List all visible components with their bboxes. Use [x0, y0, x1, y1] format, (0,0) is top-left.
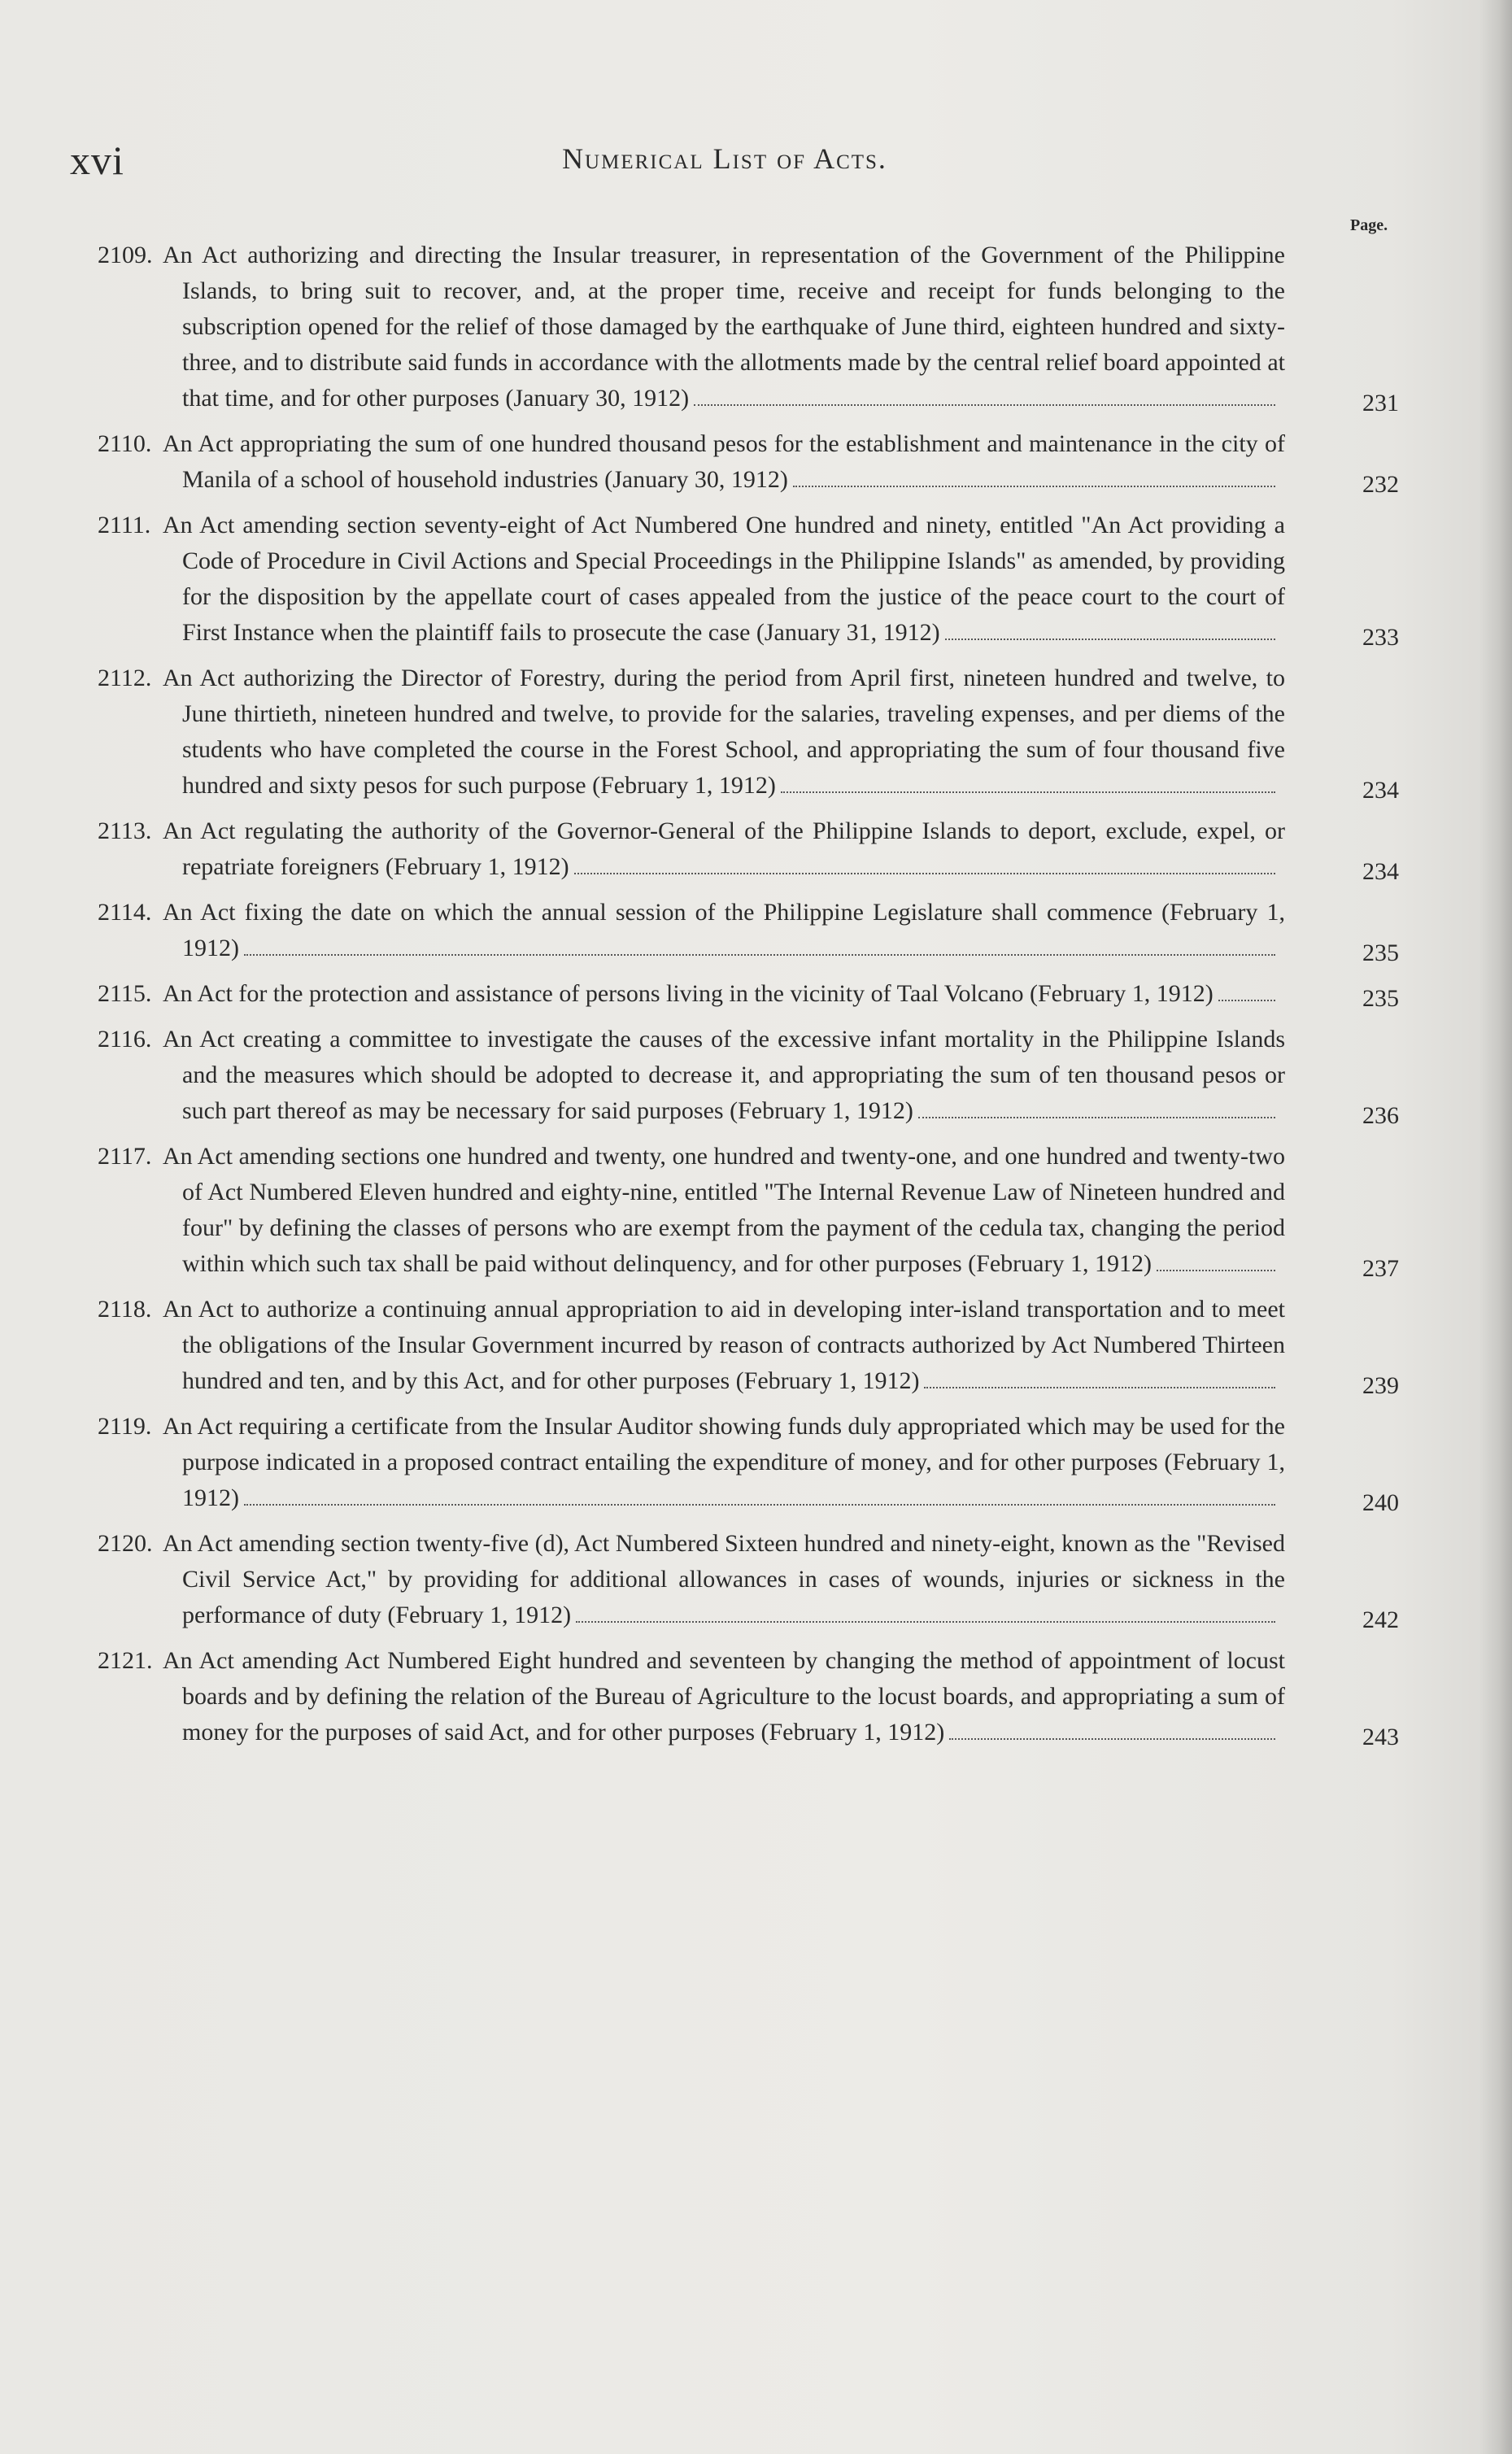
dot-leader [244, 1497, 1275, 1506]
act-number: 2114. [98, 899, 152, 926]
act-number: 2110. [98, 430, 152, 457]
act-title: An Act regulating the authority of the Governor-General of the Philippine Islands to deport, exclude, expel, or repatriate foreigners (February 1, 1912) [163, 817, 1285, 880]
dot-leader [924, 1380, 1275, 1388]
page-reference: 234 [1362, 858, 1399, 885]
act-entry [98, 508, 1399, 651]
page-reference: 235 [1362, 985, 1399, 1012]
act-entry [98, 813, 1399, 885]
act-entry [98, 238, 1399, 416]
act-number: 2112. [98, 665, 152, 691]
act-title: An Act fixing the date on which the annual session of the Philippine Legislature shall commence (February 1, 1912) [163, 899, 1285, 961]
page-reference: 233 [1362, 624, 1399, 651]
dot-leader [918, 1110, 1275, 1118]
dot-leader [781, 785, 1275, 793]
act-number: 2116. [98, 1026, 152, 1053]
act-entry [98, 1292, 1399, 1399]
page-edge-shadow [1479, 0, 1512, 2454]
act-number: 2117. [98, 1143, 152, 1170]
dot-leader [574, 866, 1275, 874]
act-entry [98, 1022, 1399, 1129]
dot-leader [1218, 993, 1275, 1001]
act-title: An Act authorizing the Director of Forestry, during the period from April first, nineteen hundred and twelve, to June thirtieth, nineteen hundred and twelve, to provide for the salaries, traveling expenses, and per diems of the students who have completed the course in the Forest School, and appropriating the sum of four thousand five hundred and sixty pesos for such purpose (February 1, 1912) [163, 665, 1285, 799]
dot-leader [949, 1732, 1275, 1740]
act-title: An Act creating a committee to investigate the causes of the excessive infant mortality in the Philippine Islands and the measures which should be adopted to decrease it, and appropriating the sum of ten thousand pesos or such part thereof as may be necessary for said purposes (February 1, 1912) [163, 1026, 1285, 1124]
dot-leader [694, 398, 1275, 406]
page-reference: 237 [1362, 1255, 1399, 1282]
act-number: 2115. [98, 980, 152, 1007]
page-reference: 240 [1362, 1489, 1399, 1516]
page-reference: 242 [1362, 1606, 1399, 1633]
dot-leader [244, 948, 1275, 956]
act-entry [98, 1643, 1399, 1750]
act-number: 2109. [98, 242, 153, 268]
act-entry [98, 895, 1399, 966]
page-reference: 232 [1362, 471, 1399, 498]
act-entry [98, 1139, 1399, 1282]
dot-leader [1157, 1263, 1275, 1271]
dot-leader [793, 479, 1275, 487]
act-title: An Act authorizing and directing the Insular treasurer, in representation of the Government of the Philippine Islands, to bring suit to recover, and, at the proper time, receive and receipt for funds belonging to the subscription opened for the relief of those damaged by the earthquake of June third, eighteen hundred and sixty-three, and to distribute said funds in accordance with the allotments made by the central relief board appointed at that time, and for other purposes (January 30, 1912) [163, 242, 1285, 412]
act-entry [98, 976, 1399, 1012]
page-header [70, 137, 1379, 185]
act-entry [98, 426, 1399, 498]
page-reference: 243 [1362, 1724, 1399, 1750]
dot-leader [576, 1615, 1275, 1623]
act-title: An Act amending section twenty-five (d), Act Numbered Sixteen hundred and ninety-eight, known as the "Revised Civil Service Act," by providing for additional allowances in cases of wounds, injuries or sickness in the performance of duty (February 1, 1912) [163, 1530, 1285, 1628]
act-title: An Act amending Act Numbered Eight hundred and seventeen by changing the method of appointment of locust boards and by defining the relation of the Bureau of Agriculture to the locust boards, and appropriating a sum of money for the purposes of said Act, and for other purposes (February 1, 1912) [163, 1647, 1285, 1746]
page-reference: 239 [1362, 1372, 1399, 1399]
running-title: Numerical List of Acts. [562, 142, 887, 175]
page-column-label: Page. [1350, 216, 1388, 234]
act-entry [98, 1409, 1399, 1516]
act-number: 2121. [98, 1647, 153, 1674]
page-folio: xvi [70, 137, 124, 183]
act-title: An Act appropriating the sum of one hundred thousand pesos for the establishment and maintenance in the city of Manila of a school of household industries (January 30, 1912) [163, 430, 1285, 493]
act-list [98, 238, 1399, 1760]
act-title: An Act amending sections one hundred and twenty, one hundred and twenty-one, and one hundred and twenty-two of Act Numbered Eleven hundred and eighty-nine, entitled "The Internal Revenue Law of Nineteen hundred and four" by defining the classes of persons who are exempt from the payment of the cedula tax, changing the period within which such tax shall be paid without delinquency, and for other purposes (February 1, 1912) [163, 1143, 1285, 1277]
page-reference: 235 [1362, 939, 1399, 966]
act-number: 2113. [98, 817, 152, 844]
page-reference: 236 [1362, 1102, 1399, 1129]
act-entry [98, 1526, 1399, 1633]
dot-leader [945, 632, 1275, 640]
act-title: An Act for the protection and assistance of persons living in the vicinity of Taal Volcano (February 1, 1912) [163, 980, 1214, 1007]
page-reference: 231 [1362, 390, 1399, 416]
act-entry [98, 660, 1399, 804]
act-number: 2119. [98, 1413, 152, 1440]
act-number: 2111. [98, 512, 151, 538]
act-title: An Act requiring a certificate from the Insular Auditor showing funds duly appropriated which may be used for the purpose indicated in a proposed contract entailing the expenditure of money, and for other purposes (February 1, 1912) [163, 1413, 1285, 1511]
act-number: 2120. [98, 1530, 153, 1557]
act-number: 2118. [98, 1296, 152, 1323]
act-title: An Act to authorize a continuing annual appropriation to aid in developing inter-island transportation and to meet the obligations of the Insular Government incurred by reason of contracts authorized by Act Numbered Thirteen hundred and ten, and by this Act, and for other purposes (February 1, 1912) [163, 1296, 1285, 1394]
act-title: An Act amending section seventy-eight of Act Numbered One hundred and ninety, entitled "An Act providing a Code of Procedure in Civil Actions and Special Proceedings in the Philippine Islands" as amended, by providing for the disposition by the appellate court of cases appealed from the justice of the peace court to the court of First Instance when the plaintiff fails to prosecute the case (January 31, 1912) [163, 512, 1285, 646]
page-reference: 234 [1362, 777, 1399, 804]
